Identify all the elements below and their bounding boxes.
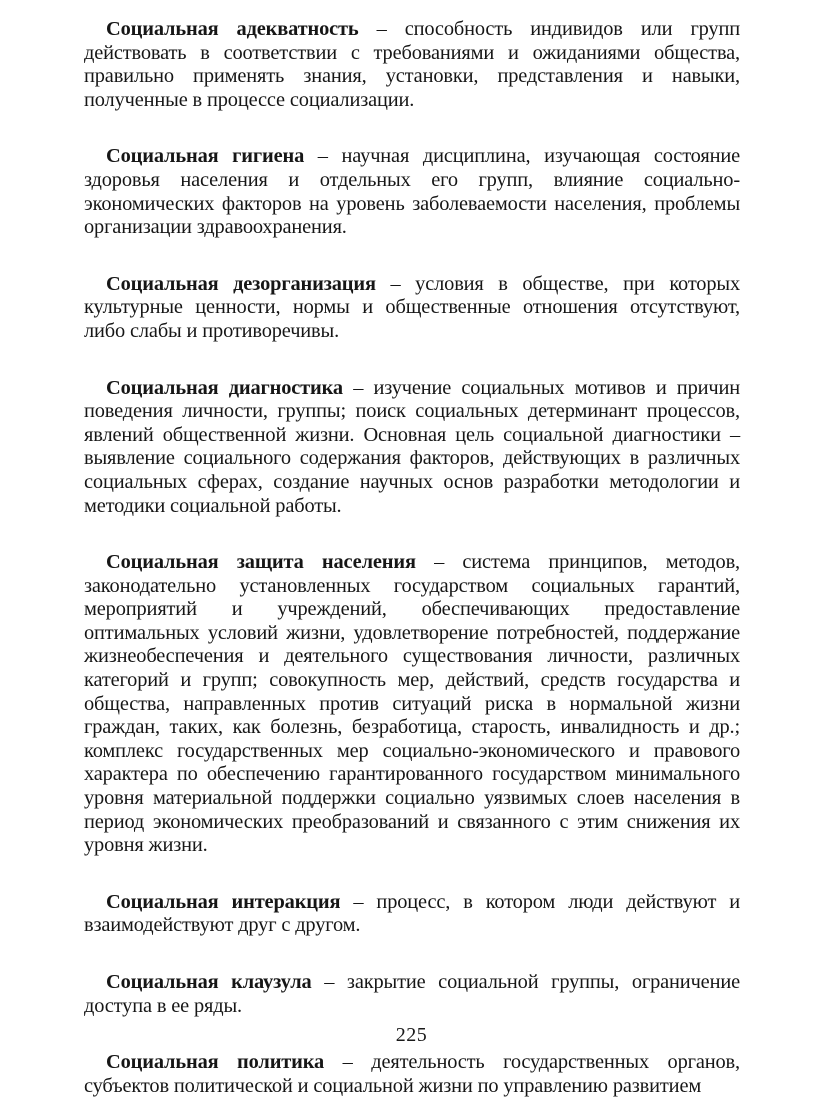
entry-definition: – способность индивидов или групп действовать в соответствии с требованиями и ожиданиями общества, правильно применять знания, установки, представления и навыки, полученные в процессе социализации.: [84, 18, 740, 111]
glossary-entry-social-diagnostics: [84, 377, 740, 519]
entry-term: Социальная клаузула: [106, 971, 312, 993]
glossary-entry-social-clause: [84, 971, 740, 1018]
glossary-entry-social-protection: [84, 551, 740, 858]
entry-term: Социальная политика: [106, 1051, 325, 1074]
glossary-entry-social-interaction: [84, 891, 740, 938]
entry-term: Социальная защита населения: [106, 551, 416, 574]
glossary-entry-social-disorganization: [84, 273, 740, 344]
entry-term: Социальная интеракция: [106, 890, 341, 913]
entry-term: Социальная адекватность: [106, 18, 359, 40]
glossary-entry-social-hygiene: [84, 145, 740, 239]
entry-definition: – процесс, в котором люди действуют и взаимодействуют друг с другом.: [84, 890, 740, 937]
entry-term: Социальная гигиена: [106, 145, 305, 168]
entry-definition: – система принципов, методов, законодательно установленных государством социальных гарантий, мероприятий и учреждений, обеспечивающих предоставление оптимальных условий жизни, удовлетворение потребностей, поддержание жизнеобеспечения и деятельного существования личности, различных категорий и групп; совокупность мер, действий, средств государства и общества, направленных против ситуаций риска в нормальной жизни граждан, таких, как болезнь, безработица, старость, инвалидность и др.; комплекс государственных мер социально-экономического и правового характера по обеспечению гарантированного государством минимального уровня материальной поддержки социально уязвимых слоев населения в период экономических преобразований и связанного с этим снижения их уровня жизни.: [84, 551, 740, 857]
entry-definition: – изучение социальных мотивов и причин поведения личности, группы; поиск социальных детерминант процессов, явлений общественной жизни. Основная цель социальной диагностики – выявление социального содержания факторов, действующих в различных социальных сферах, создание научных основ разработки методологии и методики социальной работы.: [84, 376, 741, 517]
entry-definition: – деятельность государственных органов, субъектов политической и социальной жизни по управлению развитием: [84, 1051, 740, 1097]
entry-definition: – научная дисциплина, изучающая состояние здоровья населения и отдельных его групп, влияние социально-экономических факторов на уровень заболеваемости населения, проблемы организации здравоохранения.: [84, 145, 740, 239]
entry-term: Социальная дезорганизация: [106, 272, 376, 295]
entry-definition: – условия в обществе, при которых культурные ценности, нормы и общественные отношения отсутствуют, либо слабы и противоречивы.: [84, 272, 740, 342]
entry-term: Социальная диагностика: [106, 376, 343, 399]
entry-definition: – закрытие социальной группы, ограничение доступа в ее ряды.: [84, 971, 740, 1017]
glossary-entry-social-adequacy: [84, 18, 740, 112]
page-number: 225: [395, 1024, 428, 1046]
document-page: [84, 18, 741, 1097]
glossary-entry-social-policy: [84, 1051, 740, 1098]
